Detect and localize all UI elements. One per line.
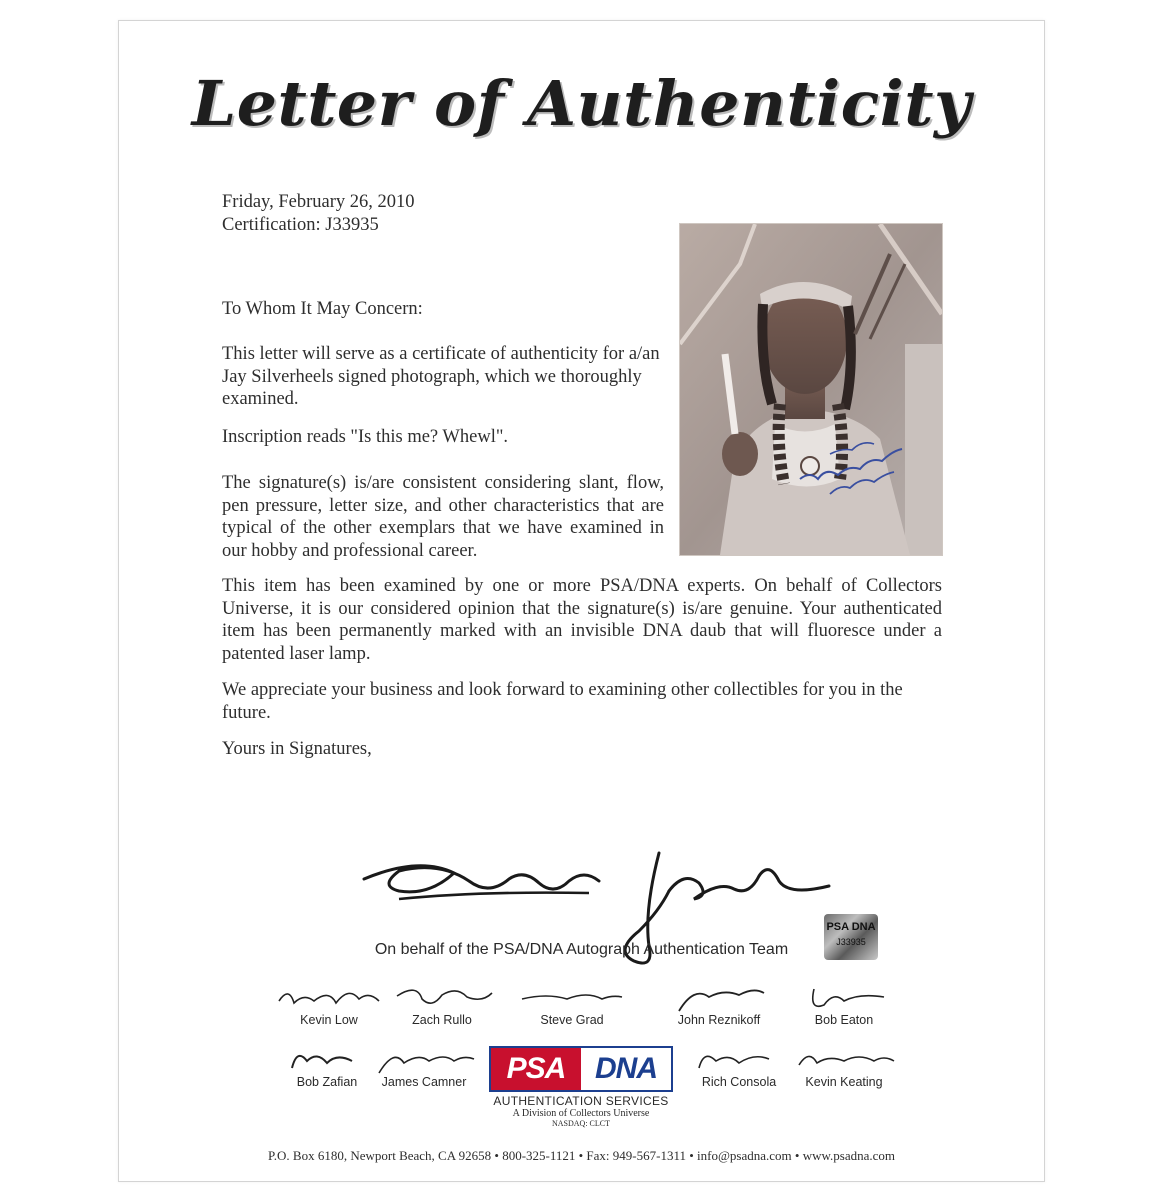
- staff-zach-rullo: [382, 981, 502, 1027]
- contact-footer: P.O. Box 6180, Newport Beach, CA 92658 • 800-325-1121 • Fax: 949-567-1311 • info@psadna.com • www.psadna.com: [267, 1148, 896, 1163]
- bob-eaton-signature: [789, 981, 899, 1015]
- closing: Yours in Signatures,: [222, 739, 372, 759]
- letter-title: Letter of Authenticity: [191, 67, 972, 140]
- steve-grad-signature: [517, 981, 627, 1015]
- division-label: A Division of Collectors Universe: [512, 1108, 650, 1119]
- paragraph-certificate: This letter will serve as a certificate of authenticity for a/an Jay Silverheels signed photograph, which we thoroughly examined.: [222, 344, 660, 409]
- certification-number: Certification: J33935: [222, 215, 379, 235]
- salutation: To Whom It May Concern:: [222, 299, 423, 319]
- staff-name: Bob Zafian: [296, 1075, 358, 1089]
- staff-rich-consola: [679, 1043, 799, 1089]
- letter-date: Friday, February 26, 2010: [222, 192, 415, 212]
- psa-dna-logo: [489, 1046, 673, 1129]
- staff-name: Zach Rullo: [412, 1013, 472, 1027]
- kevin-low-signature: [274, 981, 384, 1015]
- james-camner-signature: [369, 1043, 479, 1077]
- rich-consola-signature: [684, 1043, 794, 1077]
- staff-kevin-keating: [784, 1043, 904, 1089]
- kevin-keating-signature: [789, 1043, 899, 1077]
- authentication-services-label: AUTHENTICATION SERVICES: [493, 1094, 669, 1108]
- psa-dna-hologram-sticker: [824, 914, 878, 960]
- zach-rullo-signature: [387, 981, 497, 1015]
- staff-james-camner: [364, 1043, 484, 1089]
- staff-name: John Reznikoff: [677, 1013, 761, 1027]
- paragraph-inscription: Inscription reads "Is this me? Whewl".: [222, 427, 509, 447]
- staff-name: Bob Eaton: [814, 1013, 874, 1027]
- psa-dna-wordmark: [489, 1046, 673, 1092]
- staff-john-reznikoff: [659, 981, 779, 1027]
- staff-kevin-low: [269, 981, 389, 1027]
- hologram-label: PSA DNA: [826, 921, 876, 933]
- letter-page: [118, 20, 1045, 1182]
- signed-photograph: [679, 223, 943, 556]
- staff-name: James Camner: [381, 1075, 467, 1089]
- paragraph-appreciation: We appreciate your business and look forward to examining other collectibles for you in the future.: [222, 680, 903, 723]
- paragraph-examined: This item has been examined by one or more PSA/DNA experts. On behalf of Collectors Universe, it is our considered opinion that the signature(s) is/are genuine. Your authenticated item has been permanently marked with an invisible DNA daub that will fluoresce under a patented laser lamp.: [222, 576, 942, 664]
- dna-wordmark: DNA: [581, 1048, 671, 1090]
- psa-wordmark: PSA: [491, 1048, 581, 1090]
- staff-name: Kevin Low: [300, 1013, 358, 1027]
- hologram-number: J33935: [836, 937, 866, 947]
- staff-steve-grad: [512, 981, 632, 1027]
- nasdaq-label: NASDAQ: CLCT: [551, 1119, 610, 1128]
- staff-name: Steve Grad: [540, 1013, 604, 1027]
- staff-name: Kevin Keating: [805, 1075, 883, 1089]
- staff-bob-eaton: [784, 981, 904, 1027]
- paragraph-consistency: The signature(s) is/are consistent considering slant, flow, pen pressure, letter size, and other characteristics that are typical of the other exemplars that we have examined in our hobby and professional career.: [222, 473, 664, 561]
- john-reznikoff-signature: [664, 981, 774, 1015]
- behalf-line: On behalf of the PSA/DNA Autograph Authentication Team: [374, 941, 789, 958]
- staff-name: Rich Consola: [701, 1075, 777, 1089]
